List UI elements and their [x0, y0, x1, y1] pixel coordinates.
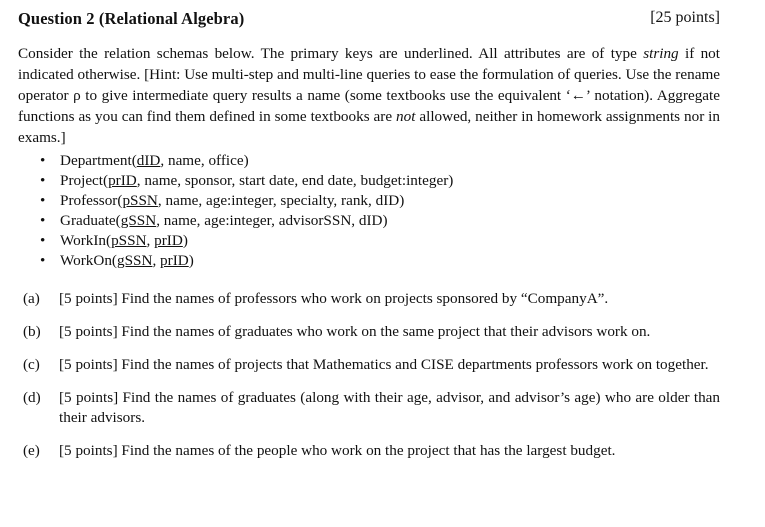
- schema-attributes: ): [182, 232, 188, 249]
- part-text: [5 points] Find the names of graduates (along with their age, advisor, and advisor’s age) who are older than their advisors.: [59, 389, 720, 426]
- question-points: [25 points]: [650, 9, 720, 26]
- question-parts: [18, 289, 720, 461]
- key-separator: ,: [146, 232, 155, 249]
- schema-name: WorkIn(: [60, 232, 112, 249]
- schema-item-department: [40, 151, 720, 171]
- part-d: [18, 388, 720, 428]
- schema-attributes: , name, age:integer, advisorSSN, dID): [156, 212, 388, 229]
- schema-attributes: ): [188, 252, 194, 269]
- part-a: [18, 289, 720, 309]
- part-label: (d): [23, 389, 41, 406]
- schema-item-project: [40, 171, 720, 191]
- schema-list: [18, 151, 720, 271]
- schema-name: Professor(: [60, 192, 123, 209]
- bullet: •: [40, 252, 46, 269]
- part-c: [18, 355, 720, 375]
- intro-text-3: allowed, neither in homework assignments nor in exams.]: [18, 108, 720, 146]
- part-text: [5 points] Find the names of graduates who work on the same project that their advisors work on.: [59, 323, 651, 340]
- part-label: (c): [23, 356, 40, 373]
- schema-attributes: , name, age:integer, specialty, rank, dID): [157, 192, 405, 209]
- schema-name: WorkOn(: [60, 252, 117, 269]
- schema-attributes: , name, office): [160, 152, 249, 169]
- part-label: (e): [23, 442, 40, 459]
- schema-item-professor: [40, 191, 720, 211]
- question-title: Question 2 (Relational Algebra): [18, 9, 245, 28]
- schema-name: Graduate(: [60, 212, 121, 229]
- bullet: •: [40, 152, 46, 169]
- primary-key: prID: [154, 232, 183, 249]
- schema-item-workin: [40, 231, 720, 251]
- part-text: [5 points] Find the names of projects that Mathematics and CISE departments professors work on together.: [59, 356, 709, 373]
- bullet: •: [40, 192, 46, 209]
- primary-key: pSSN: [111, 232, 147, 249]
- bullet: •: [40, 232, 46, 249]
- part-label: (a): [23, 290, 40, 307]
- part-b: [18, 322, 720, 342]
- intro-paragraph: [18, 43, 720, 148]
- primary-key: gSSN: [120, 212, 157, 229]
- schema-attributes: , name, sponsor, start date, end date, budget:integer): [136, 172, 454, 189]
- part-text: [5 points] Find the names of the people who work on the project that has the largest budget.: [59, 442, 616, 459]
- intro-text-2: if not indicated otherwise. [Hint: Use multi-step and multi-line queries to ease the formulation of queries. Use the rename operator ρ to give intermediate query results a name (some textbooks use the equivalent ‘←’ notation). Aggregate functions as you can find them defined in some textbooks are: [18, 45, 720, 125]
- document-page: [18, 0, 720, 474]
- schema-item-graduate: [40, 211, 720, 231]
- key-separator: ,: [152, 252, 161, 269]
- schema-name: Department(: [60, 152, 137, 169]
- intro-emphasis-not: not: [396, 108, 416, 125]
- part-label: (b): [23, 323, 41, 340]
- primary-key: prID: [160, 252, 189, 269]
- bullet: •: [40, 212, 46, 229]
- schema-name: Project(: [60, 172, 109, 189]
- part-e: [18, 441, 720, 461]
- question-header: [18, 9, 720, 33]
- part-text: [5 points] Find the names of professors who work on projects sponsored by “CompanyA”.: [59, 290, 609, 307]
- intro-emphasis-string: string: [643, 45, 679, 62]
- primary-key: prID: [108, 172, 137, 189]
- primary-key: pSSN: [122, 192, 158, 209]
- schema-item-workon: [40, 251, 720, 271]
- intro-text-1: Consider the relation schemas below. The primary keys are underlined. All attributes are of type: [18, 45, 644, 62]
- primary-key: gSSN: [116, 252, 153, 269]
- primary-key: dID: [136, 152, 161, 169]
- bullet: •: [40, 172, 46, 189]
